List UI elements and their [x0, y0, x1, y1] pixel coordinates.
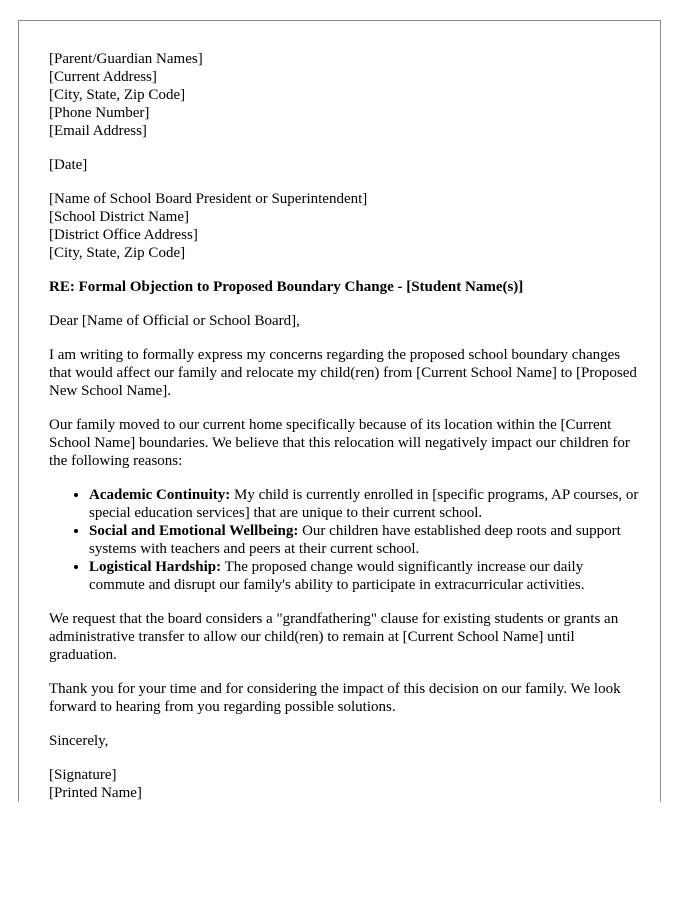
sender-city-state-zip: [City, State, Zip Code]: [49, 87, 186, 103]
paragraph-request: We request that the board considers a "grandfathering" clause for existing students or grants an administrative transfer to allow our child(ren) to remain at [Current School Name] until graduation.: [49, 611, 619, 663]
sender-email: [Email Address]: [49, 123, 147, 139]
paragraph-reasons-intro: Our family moved to our current home specifically because of its location within the [Current School Name] boundaries. We believe that this relocation will negatively impact our children for the following reasons:: [49, 417, 630, 469]
salutation: Dear [Name of Official or School Board],: [49, 313, 300, 329]
signature: [Signature]: [49, 767, 117, 783]
subject-line: RE: Formal Objection to Proposed Boundary Change - [Student Name(s)]: [49, 279, 524, 295]
reason-text: My child is currently enrolled in [specific programs, AP courses, or special education services] that are unique to their current school.: [89, 487, 639, 521]
reasons-list: [49, 486, 639, 594]
letter-date: [Date]: [49, 157, 88, 173]
reason-text: Our children have established deep roots and support systems with teachers and peers at their current school.: [89, 523, 621, 557]
list-item: [89, 522, 639, 558]
recipient-district: [School District Name]: [49, 209, 189, 225]
letter-body: [49, 50, 639, 802]
sender-phone: [Phone Number]: [49, 105, 150, 121]
sender-block: [49, 50, 639, 140]
list-item: [89, 558, 639, 594]
recipient-city-state-zip: [City, State, Zip Code]: [49, 245, 186, 261]
reason-term: Logistical Hardship:: [89, 559, 222, 575]
letter-page: [18, 20, 661, 802]
list-item: [89, 486, 639, 522]
recipient-office-address: [District Office Address]: [49, 227, 198, 243]
sender-address: [Current Address]: [49, 69, 157, 85]
recipient-name: [Name of School Board President or Superintendent]: [49, 191, 368, 207]
printed-name: [Printed Name]: [49, 785, 142, 801]
recipient-block: [49, 190, 639, 262]
closing: Sincerely,: [49, 733, 109, 749]
signature-block: [49, 766, 639, 802]
reason-term: Social and Emotional Wellbeing:: [89, 523, 299, 539]
paragraph-intro: I am writing to formally express my concerns regarding the proposed school boundary changes that would affect our family and relocate my child(ren) from [Current School Name] to [Proposed New School Name].: [49, 347, 637, 399]
reason-text: The proposed change would significantly increase our daily commute and disrupt our family's ability to participate in extracurricular activities.: [89, 559, 585, 593]
reason-term: Academic Continuity:: [89, 487, 231, 503]
sender-names: [Parent/Guardian Names]: [49, 51, 203, 67]
paragraph-thanks: Thank you for your time and for considering the impact of this decision on our family. We look forward to hearing from you regarding possible solutions.: [49, 681, 621, 715]
